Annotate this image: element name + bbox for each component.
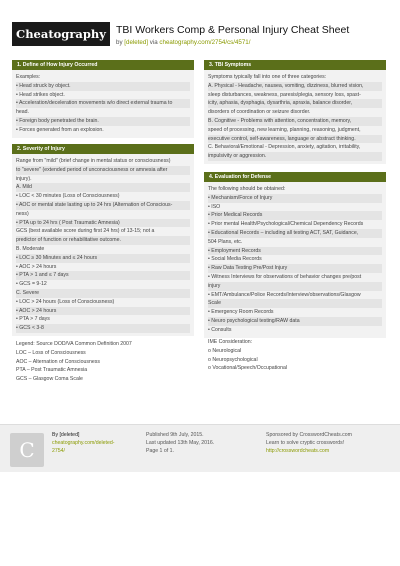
text-line: A. Physical - Headache, nausea, vomiting, dizziness, blurred vision, <box>208 82 382 91</box>
section-title: 1. Define of How Injury Occurred <box>12 60 194 70</box>
text-line: injury). <box>16 175 32 182</box>
text-line: sleep disturbances, weakness, paresis/plegia, sensory loss, spast- <box>208 91 361 98</box>
sponsor-tagline: Learn to solve cryptic crosswords! <box>266 440 345 446</box>
footer <box>0 424 400 472</box>
text-line: • AOC > 24 hours <box>16 263 57 270</box>
text-line: • GCS < 3-8 <box>16 324 190 333</box>
legend-block <box>12 340 194 384</box>
text-line: C. Severe <box>16 289 190 298</box>
text-line: impulsivity or aggression. <box>208 152 382 161</box>
text-line: B. Moderate <box>16 245 45 252</box>
text-line: • Educational Records – including all testing ACT, SAT, Guidance, <box>208 229 382 238</box>
text-line: Range from "mild" (brief change in mental status or consciousness) <box>16 158 171 164</box>
section-severity <box>12 144 194 336</box>
text-line: • ISO <box>208 203 221 210</box>
text-line: • Social Media Records <box>208 256 262 263</box>
section-body <box>12 70 194 138</box>
text-line: • LOC < 30 minutes (Loss of Consciousness) <box>16 193 120 200</box>
section-title: 3. TBI Symptoms <box>204 60 386 70</box>
text-line: • Witness Interviews for observations of behavior changes pre/post <box>208 273 362 280</box>
text-line: • Acceleration/deceleration movements w/o direct external trauma to <box>16 99 190 108</box>
text-line: • PTA > 1 and ≤ 7 days <box>16 271 190 280</box>
via-text: via <box>149 39 158 46</box>
text-line: • Consults <box>208 326 232 333</box>
footer-sponsor <box>266 431 352 455</box>
author-profile-link[interactable]: cheatography.com/deleted- <box>52 440 115 446</box>
author-profile-link-cont[interactable]: 2754/ <box>52 448 65 454</box>
text-line: • Neuro psychological testing/RAW data <box>208 317 382 326</box>
text-line: • Raw Data Testing Pre/Post Injury <box>208 264 382 273</box>
text-line: • PTA > 7 days <box>16 316 50 323</box>
text-line: • LOC > 24 hours (Loss of Consciousness) <box>16 298 115 305</box>
page-count: Page 1 of 1. <box>146 448 174 454</box>
author-avatar: C <box>10 433 44 467</box>
text-line: GCS – Glasgow Coma Scale <box>16 376 83 383</box>
text-line: • EMT/Ambulance/Police Records/Interview/observations/Glasgow <box>208 291 361 298</box>
cheatography-logo[interactable]: Cheatography <box>12 22 110 46</box>
text-line: • Mechanism/Force of Injury <box>208 194 382 203</box>
text-line: executive control, self-awareness, language or abstract thinking. <box>208 135 382 144</box>
header <box>0 0 400 60</box>
text-line: LOC – Loss of Consciousness <box>16 349 86 356</box>
section-define-injury <box>12 60 194 138</box>
text-line: • PTA up to 24 hrs ( Post Traumatic Amnesia) <box>16 219 190 228</box>
text-line: Examples: <box>16 74 41 80</box>
text-line: Scale <box>208 299 382 308</box>
text-line: • GCS = 9-12 <box>16 281 47 288</box>
text-line: • Prior Medical Records <box>208 211 382 220</box>
text-line: predictor of function or rehabilitative outcome. <box>16 236 190 245</box>
footer-author <box>52 431 114 455</box>
section-evaluation-defense <box>204 172 386 338</box>
section-body <box>12 154 194 336</box>
text-line: • Foreign body penetrated the brain. <box>16 117 190 126</box>
byline <box>116 39 250 46</box>
text-line: to "severe" (extended period of unconsciousness or amnesia after <box>16 166 190 175</box>
sponsor-text: Sponsored by CrosswordCheats.com <box>266 432 352 438</box>
text-line: • LOC ≥ 30 Minutes and ≤ 24 hours <box>16 254 190 263</box>
text-line: GCS (best available score during first 24 hrs) of 13-15; not a <box>16 228 155 235</box>
sheet-url-link[interactable]: cheatography.com/2754/cs/4571/ <box>159 39 251 46</box>
text-line: The following should be obtained: <box>208 186 286 192</box>
text-line: • Head strikes object. <box>16 91 65 98</box>
updated-date: Last updated 13th May, 2016. <box>146 440 215 446</box>
text-line: o Neurological <box>208 347 242 354</box>
text-line: disorders of coordination or seizure disorder. <box>208 109 311 116</box>
text-line: 504 Plans, etc. <box>208 238 243 245</box>
text-line: Symptoms typically fall into one of three categories: <box>208 74 327 80</box>
text-line: • Emergency Room Records <box>208 309 274 316</box>
text-line: B. Cognitive - Problems with attention, concentration, memory, <box>208 117 382 126</box>
text-line: • Employment Records <box>208 247 382 256</box>
text-line: A. Mild <box>16 183 190 192</box>
section-body <box>204 70 386 164</box>
text-line: o Vocational/Speech/Occupational <box>208 365 288 372</box>
section-title: 2. Severity of Injury <box>12 144 194 154</box>
text-line: Legend: Source DOD/VA Common Definition 2007 <box>16 341 132 347</box>
text-line: icity, aphasia, dysphagia, dysarthria, apraxia, balance disorder, <box>208 99 382 108</box>
published-date: Published 9th July, 2015. <box>146 432 204 438</box>
footer-by: By [deleted] <box>52 432 80 438</box>
footer-dates <box>146 431 214 455</box>
text-line: • Prior mental Health/Psychological/Chemical Dependency Records <box>208 221 364 228</box>
text-line: speed of processing, new learning, planning, reasoning, judgment, <box>208 126 361 133</box>
author-link[interactable]: [deleted] <box>124 39 149 46</box>
section-tbi-symptoms <box>204 60 386 164</box>
text-line: o Neuropsychological <box>208 356 258 363</box>
text-line: head. <box>16 109 29 116</box>
ime-consideration-block <box>204 338 386 373</box>
page-title: TBI Workers Comp & Personal Injury Cheat Sheet <box>116 24 350 36</box>
section-title: 4. Evaluation for Defense <box>204 172 386 182</box>
text-line: • Head struck by object. <box>16 82 190 91</box>
text-line: C. Behavioral/Emotional - Depression, anxiety, agitation, irritability, <box>208 144 361 151</box>
text-line: injury <box>208 282 382 291</box>
section-body <box>204 182 386 338</box>
by-prefix: by <box>116 39 123 46</box>
text-line: • AOC or mental state lasting up to 24 hrs (Alternation of Conscious- <box>16 201 190 210</box>
text-line: ness) <box>16 210 29 217</box>
sponsor-link[interactable]: http://crosswordcheats.com <box>266 448 330 454</box>
text-line: • Forces generated from an explosion. <box>16 126 104 133</box>
text-line: AOC – Alternation of Consciousness <box>16 358 100 365</box>
text-line: IME Consideration: <box>208 339 253 345</box>
text-line: • AOC > 24 hours <box>16 307 190 316</box>
text-line: PTA – Post Traumatic Amnesia <box>16 367 88 374</box>
